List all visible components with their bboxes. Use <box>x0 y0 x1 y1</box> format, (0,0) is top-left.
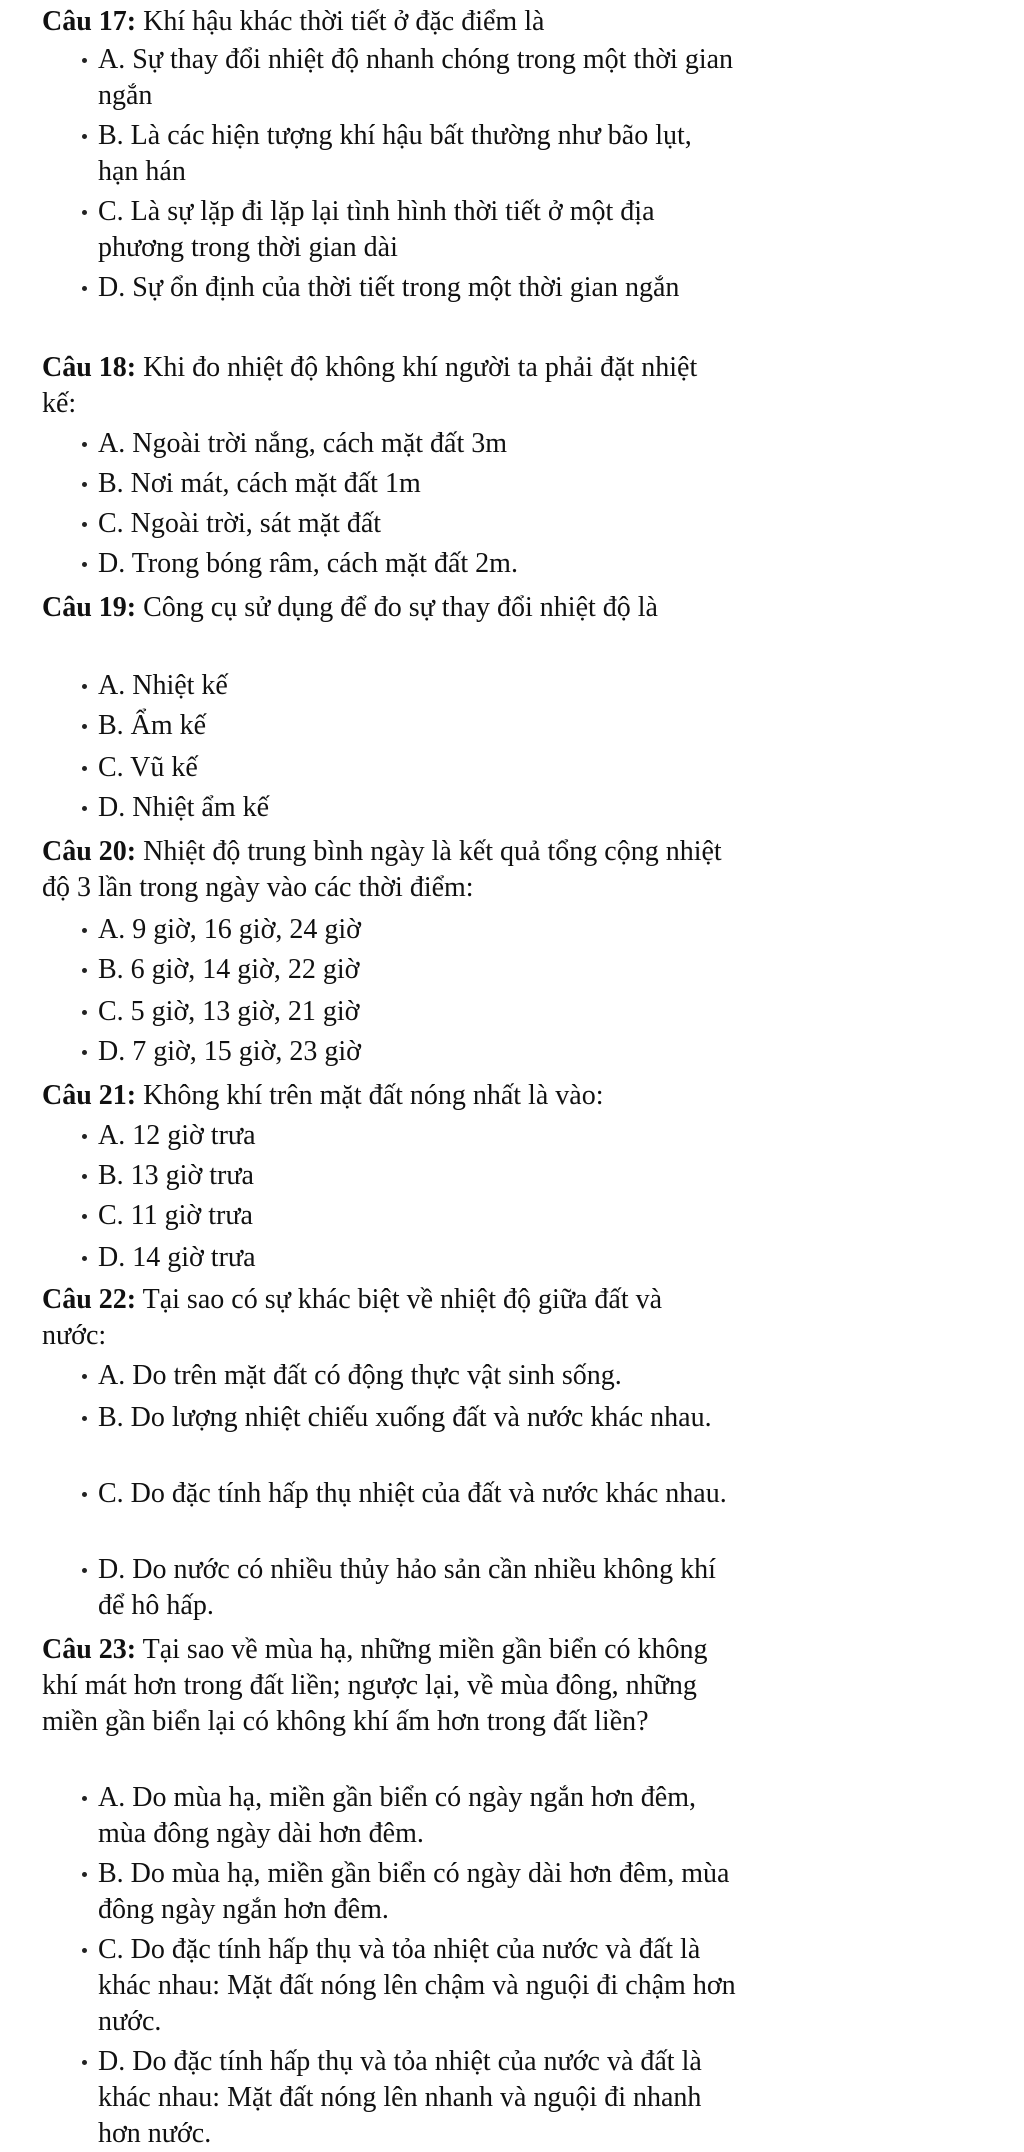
answer-option[interactable] <box>76 506 736 542</box>
bullet-icon <box>82 442 87 447</box>
option-text: A. 9 giờ, 16 giờ, 24 giờ <box>98 914 361 945</box>
bullet-icon <box>82 928 87 933</box>
answer-option[interactable] <box>76 912 736 948</box>
option-text: C. Do đặc tính hấp thụ nhiệt của đất và nước khác nhau. <box>98 1478 727 1509</box>
option-text: C. Do đặc tính hấp thụ và tỏa nhiệt của nước và đất là khác nhau: Mặt đất nóng lên chậm và nguội đi chậm hơn nước. <box>98 1934 736 2037</box>
answer-option[interactable] <box>76 118 736 190</box>
bullet-icon <box>82 286 87 291</box>
bullet-icon <box>82 522 87 527</box>
answer-option[interactable] <box>76 42 736 114</box>
answer-option[interactable] <box>76 546 736 582</box>
option-text: C. Ngoài trời, sát mặt đất <box>98 508 382 539</box>
bullet-icon <box>82 562 87 567</box>
bullet-icon <box>82 1948 87 1953</box>
bullet-icon <box>82 134 87 139</box>
bullet-icon <box>82 1796 87 1801</box>
answer-option[interactable] <box>76 466 736 502</box>
option-text: D. Trong bóng râm, cách mặt đất 2m. <box>98 548 518 579</box>
option-text: A. Nhiệt kế <box>98 670 228 701</box>
question-text: Tại sao có sự khác biệt về nhiệt độ giữa đất và nước: <box>42 1284 663 1351</box>
question-text: Tại sao về mùa hạ, những miền gần biển có không khí mát hơn trong đất liền; ngược lại, về mùa đông, những miền gần biển lại có không khí ấm hơn trong đất liền? <box>42 1634 708 1737</box>
answer-option[interactable] <box>76 668 736 704</box>
bullet-icon <box>82 482 87 487</box>
answer-option[interactable] <box>76 1240 736 1276</box>
bullet-icon <box>82 1050 87 1055</box>
bullet-icon <box>82 968 87 973</box>
option-text: D. 14 giờ trưa <box>98 1242 256 1273</box>
option-text: D. Do nước có nhiều thủy hảo sản cần nhiều không khí để hô hấp. <box>98 1554 716 1621</box>
option-text: A. Sự thay đổi nhiệt độ nhanh chóng trong một thời gian ngắn <box>98 44 734 111</box>
question-stem <box>42 350 732 422</box>
question-number: Câu 22: <box>42 1284 137 1315</box>
answer-option[interactable] <box>76 952 736 988</box>
question-stem <box>42 4 732 40</box>
answer-option[interactable] <box>76 1476 736 1512</box>
answer-option[interactable] <box>76 790 736 826</box>
option-text: C. Là sự lặp đi lặp lại tình hình thời tiết ở một địa phương trong thời gian dài <box>98 196 655 263</box>
bullet-icon <box>82 724 87 729</box>
answer-option[interactable] <box>76 1158 736 1194</box>
answer-option[interactable] <box>76 708 736 744</box>
question-number: Câu 17: <box>42 6 137 37</box>
option-text: B. Là các hiện tượng khí hậu bất thường như bão lụt, hạn hán <box>98 120 692 187</box>
bullet-icon <box>82 58 87 63</box>
option-text: A. 12 giờ trưa <box>98 1120 256 1151</box>
answer-option[interactable] <box>76 994 736 1030</box>
answer-option[interactable] <box>76 426 736 462</box>
question-stem <box>42 1632 732 1740</box>
question-text: Khi đo nhiệt độ không khí người ta phải đặt nhiệt kế: <box>42 352 698 419</box>
answer-option[interactable] <box>76 2044 736 2152</box>
question-text: Khí hậu khác thời tiết ở đặc điểm là <box>143 6 545 37</box>
option-text: B. 6 giờ, 14 giờ, 22 giờ <box>98 954 360 985</box>
question-number: Câu 19: <box>42 592 137 623</box>
question-number: Câu 23: <box>42 1634 137 1665</box>
option-text: B. Ẩm kế <box>98 710 207 741</box>
question-text: Công cụ sử dụng để đo sự thay đổi nhiệt độ là <box>143 592 658 623</box>
bullet-icon <box>82 1010 87 1015</box>
question-stem <box>42 1078 732 1114</box>
option-text: A. Ngoài trời nắng, cách mặt đất 3m <box>98 428 508 459</box>
option-text: B. Do lượng nhiệt chiếu xuống đất và nước khác nhau. <box>98 1402 712 1433</box>
bullet-icon <box>82 210 87 215</box>
option-text: D. Nhiệt ẩm kế <box>98 792 270 823</box>
question-stem <box>42 834 732 906</box>
option-text: A. Do mùa hạ, miền gần biển có ngày ngắn hơn đêm, mùa đông ngày dài hơn đêm. <box>98 1782 696 1849</box>
option-text: C. Vũ kế <box>98 752 198 783</box>
question-stem <box>42 590 732 626</box>
question-number: Câu 20: <box>42 836 137 867</box>
question-text: Nhiệt độ trung bình ngày là kết quả tổng cộng nhiệt độ 3 lần trong ngày vào các thời điểm: <box>42 836 722 903</box>
bullet-icon <box>82 806 87 811</box>
option-text: B. 13 giờ trưa <box>98 1160 254 1191</box>
option-text: C. 5 giờ, 13 giờ, 21 giờ <box>98 996 360 1027</box>
bullet-icon <box>82 2060 87 2065</box>
bullet-icon <box>82 1374 87 1379</box>
answer-option[interactable] <box>76 1552 736 1624</box>
answer-option[interactable] <box>76 1198 736 1234</box>
question-stem <box>42 1282 732 1354</box>
answer-option[interactable] <box>76 1932 736 2040</box>
bullet-icon <box>82 1174 87 1179</box>
bullet-icon <box>82 1492 87 1497</box>
option-text: C. 11 giờ trưa <box>98 1200 253 1231</box>
answer-option[interactable] <box>76 1400 736 1436</box>
question-number: Câu 18: <box>42 352 137 383</box>
bullet-icon <box>82 1134 87 1139</box>
question-number: Câu 21: <box>42 1080 137 1111</box>
option-text: B. Do mùa hạ, miền gần biển có ngày dài hơn đêm, mùa đông ngày ngắn hơn đêm. <box>98 1858 730 1925</box>
bullet-icon <box>82 1872 87 1877</box>
bullet-icon <box>82 684 87 689</box>
answer-option[interactable] <box>76 1780 736 1852</box>
answer-option[interactable] <box>76 750 736 786</box>
bullet-icon <box>82 766 87 771</box>
option-text: D. Do đặc tính hấp thụ và tỏa nhiệt của nước và đất là khác nhau: Mặt đất nóng lên nhanh và nguội đi nhanh hơn nước. <box>98 2046 702 2149</box>
bullet-icon <box>82 1416 87 1421</box>
bullet-icon <box>82 1568 87 1573</box>
bullet-icon <box>82 1256 87 1261</box>
option-text: B. Nơi mát, cách mặt đất 1m <box>98 468 421 499</box>
answer-option[interactable] <box>76 194 736 266</box>
question-text: Không khí trên mặt đất nóng nhất là vào: <box>143 1080 604 1111</box>
answer-option[interactable] <box>76 1118 736 1154</box>
option-text: D. 7 giờ, 15 giờ, 23 giờ <box>98 1036 361 1067</box>
answer-option[interactable] <box>76 1358 736 1394</box>
answer-option[interactable] <box>76 1856 736 1928</box>
answer-option[interactable] <box>76 270 736 306</box>
option-text: D. Sự ổn định của thời tiết trong một thời gian ngắn <box>98 272 680 303</box>
answer-option[interactable] <box>76 1034 736 1070</box>
bullet-icon <box>82 1214 87 1219</box>
option-text: A. Do trên mặt đất có động thực vật sinh sống. <box>98 1360 622 1391</box>
